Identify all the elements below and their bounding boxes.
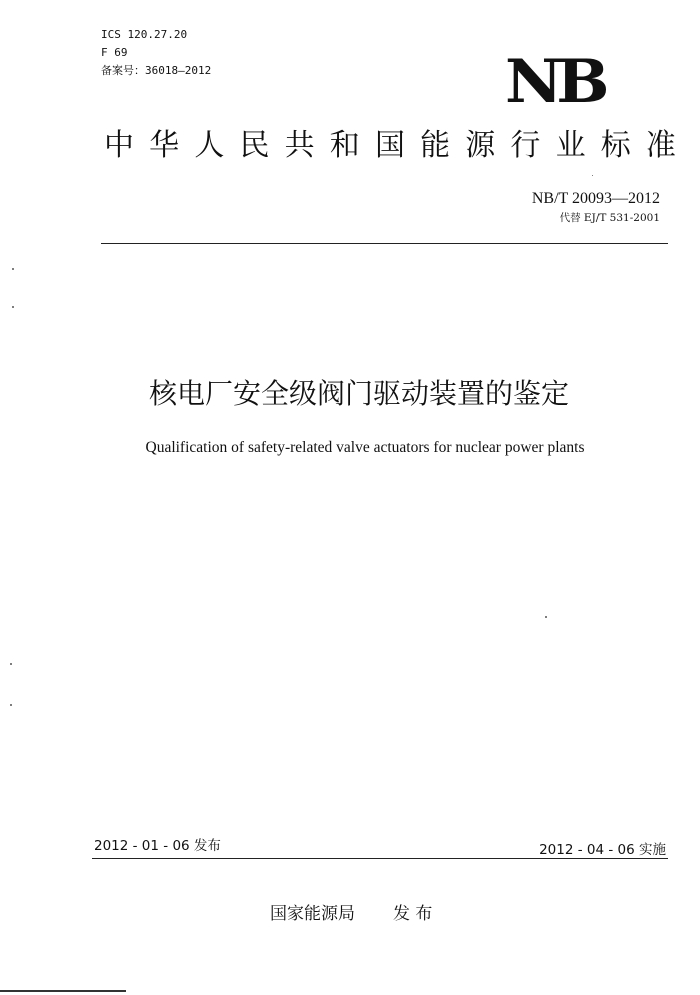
standard-category-char: 准 bbox=[645, 128, 676, 163]
publisher-line bbox=[270, 902, 432, 926]
ics-code: ICS 120.27.20 bbox=[101, 28, 188, 41]
standard-category-char: 和 bbox=[329, 128, 360, 163]
scan-speck bbox=[545, 616, 547, 618]
effective-date: 2012 - 04 - 06 实施 bbox=[539, 842, 666, 858]
publish-action: 发 布 bbox=[393, 904, 433, 924]
title-chinese: 核电厂安全级阀门驱动装置的鉴定 bbox=[148, 377, 569, 410]
standard-category-char: 人 bbox=[194, 128, 225, 163]
standard-category-char: 中 bbox=[104, 128, 134, 163]
ccs-code: F 69 bbox=[101, 46, 128, 59]
classification-block bbox=[101, 26, 211, 80]
scan-speck bbox=[12, 306, 14, 308]
standard-category-char: 源 bbox=[465, 128, 496, 163]
issue-date: 2012 - 01 - 06 发布 bbox=[94, 838, 221, 854]
standard-category-title bbox=[104, 126, 676, 166]
scan-speck bbox=[10, 663, 12, 665]
title-english: Qualification of safety-related valve actuators for nuclear power plants bbox=[145, 439, 585, 456]
nb-logo: NB bbox=[505, 47, 604, 117]
standard-category-char: 行 bbox=[510, 128, 541, 163]
record-number: 备案号：36018—2012 bbox=[101, 64, 212, 77]
publisher-name: 国家能源局 bbox=[270, 904, 355, 924]
standard-code-block bbox=[532, 189, 660, 227]
bottom-divider bbox=[92, 858, 668, 859]
standard-category-char: 能 bbox=[420, 128, 451, 163]
standard-category-char: 共 bbox=[284, 128, 315, 163]
standard-category-char: 标 bbox=[600, 128, 631, 163]
scan-edge-line bbox=[0, 990, 126, 992]
scan-speck bbox=[592, 175, 593, 176]
replaced-standard: 代替 EJ/T 531-2001 bbox=[559, 212, 660, 224]
standard-category-char: 业 bbox=[555, 128, 586, 163]
standard-number: NB/T 20093—2012 bbox=[531, 190, 660, 207]
scan-speck bbox=[10, 704, 12, 706]
standard-category-char: 华 bbox=[149, 128, 180, 163]
top-divider bbox=[101, 243, 668, 244]
standard-category-char: 国 bbox=[374, 128, 405, 163]
standard-category-char: 民 bbox=[239, 128, 270, 163]
scan-speck bbox=[12, 268, 14, 270]
